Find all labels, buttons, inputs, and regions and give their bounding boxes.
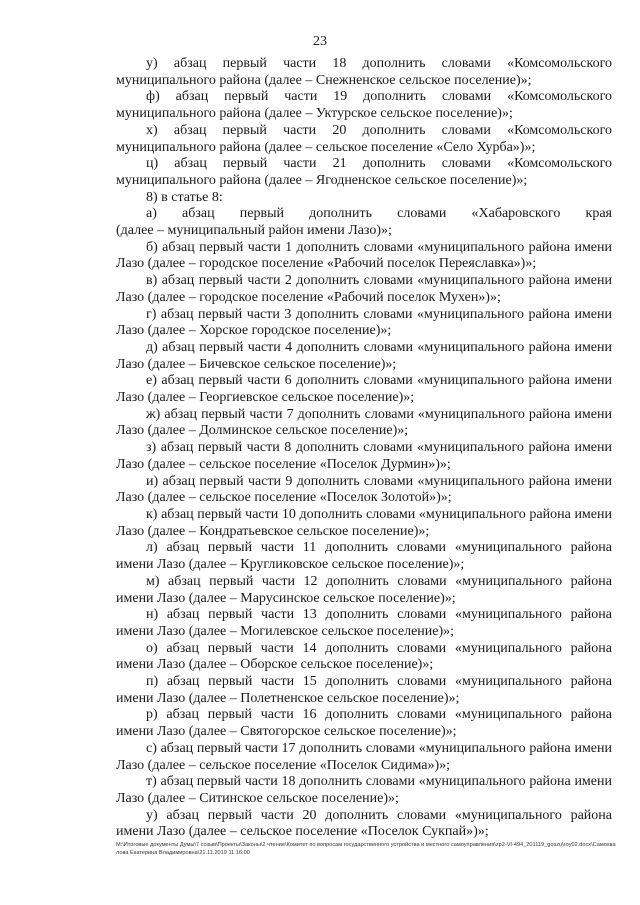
document-body [116,56,612,841]
paragraph-first-line: ж) абзац первый части 7 дополнить словами «муниципального района имени [146,406,612,422]
amendment-paragraph [116,240,612,273]
paragraph-continuation: имени Лазо (далее – Марусинское сельское поселение)»; [116,590,456,606]
paragraph-first-line: з) абзац первый части 8 дополнить словами «муниципального района имени [146,440,612,456]
paragraph-first-line: а) абзац первый дополнить словами «Хабаровского края [146,206,612,222]
paragraph-continuation: муниципального района (далее – Снежненское сельское поселение)»; [116,72,532,88]
paragraph-continuation: имени Лазо (далее – Полетненское сельское поселение)»; [116,690,460,706]
paragraph-first-line: в) абзац первый части 2 дополнить словами «муниципального района имени [146,273,612,289]
amendment-paragraph [116,774,612,807]
paragraph-first-line: п) абзац первый части 15 дополнить словами «муниципального района [146,674,612,690]
paragraph-first-line: о) абзац первый части 14 дополнить словами «муниципального района [146,640,612,656]
amendment-paragraph [116,340,612,373]
paragraph-continuation: Лазо (далее – Георгиевское сельское поселение)»; [116,390,415,406]
amendment-paragraph [116,741,612,774]
paragraph-first-line: б) абзац первый части 1 дополнить словами «муниципального района имени [146,239,612,255]
paragraph-first-line: х) абзац первый части 20 дополнить словами «Комсомольского [146,122,612,138]
amendment-paragraph [116,707,612,740]
amendment-paragraph [116,123,612,156]
amendment-paragraph [116,440,612,473]
paragraph-first-line: к) абзац первый части 10 дополнить словами «муниципального района имени [146,506,612,522]
paragraph-first-line: д) абзац первый части 4 дополнить словами «муниципального района имени [146,339,612,355]
amendment-paragraph [116,206,612,239]
paragraph-continuation: Лазо (далее – сельское поселение «Поселок Золотой»)»; [116,490,452,506]
paragraph-continuation: Лазо (далее – Долминское сельское поселение)»; [116,423,409,439]
paragraph-continuation: имени Лазо (далее – Кругликовское сельское поселение)»; [116,557,465,573]
paragraph-continuation: Лазо (далее – Кондратьевское сельское поселение)»; [116,523,430,539]
paragraph-continuation: муниципального района (далее – сельское поселение «Село Хурба»)»; [116,139,536,155]
amendment-paragraph [116,607,612,640]
article-heading: 8) в статье 8: [146,189,223,205]
page-number: 23 [313,34,327,49]
paragraph-first-line: н) абзац первый части 13 дополнить словами «муниципального района [146,607,612,623]
paragraph-continuation: имени Лазо (далее – Могилевское сельское поселение)»; [116,623,455,639]
paragraph-continuation: муниципального района (далее – Ягодненское сельское поселение)»; [116,172,528,188]
amendment-paragraph [116,373,612,406]
amendment-paragraph [116,507,612,540]
paragraph-first-line: р) абзац первый части 16 дополнить словами «муниципального района [146,707,612,723]
paragraph-first-line: м) абзац первый части 12 дополнить словами «муниципального района [146,573,612,589]
amendment-paragraph [116,641,612,674]
paragraph-first-line: с) абзац первый части 17 дополнить словами «муниципального района имени [146,740,612,756]
paragraph-first-line: у) абзац первый части 18 дополнить словами «Комсомольского [146,56,612,71]
paragraph-continuation: Лазо (далее – Бичевское сельское поселение)»; [116,356,397,372]
paragraph-continuation: Лазо (далее – сельское поселение «Поселок Сидима»)»; [116,757,451,773]
amendment-paragraph [116,273,612,306]
amendment-paragraph [116,89,612,122]
amendment-paragraph [116,156,612,189]
paragraph-group-article-8 [116,206,612,841]
paragraph-continuation: муниципального района (далее – Уктурское сельское поселение)»; [116,106,513,122]
paragraph-continuation: имени Лазо (далее – сельское поселение «Поселок Сукпай»)»; [116,824,489,840]
paragraph-first-line: г) абзац первый части 3 дополнить словами «муниципального района имени [146,306,612,322]
amendment-paragraph [116,540,612,573]
paragraph-first-line: ф) абзац первый части 19 дополнить словами «Комсомольского [146,89,612,105]
paragraph-first-line: е) абзац первый части 6 дополнить словами «муниципального района имени [146,373,612,389]
paragraph-first-line: т) абзац первый части 18 дополнить словами «муниципального района имени [146,774,612,790]
paragraph-continuation: Лазо (далее – городское поселение «Рабочий поселок Переяславка»)»; [116,256,537,272]
paragraph-continuation: Лазо (далее – городское поселение «Рабочий поселок Мухен»)»; [116,289,501,305]
paragraph-continuation: Лазо (далее – сельское поселение «Поселок Дурмин»)»; [116,456,451,472]
amendment-paragraph [116,474,612,507]
paragraph-first-line: и) абзац первый части 9 дополнить словами «муниципального района имени [146,473,612,489]
paragraph-first-line: ц) абзац первый части 21 дополнить словами «Комсомольского [146,156,612,172]
amendment-paragraph [116,56,612,89]
paragraph-first-line: л) абзац первый части 11 дополнить словами «муниципального района [146,540,612,556]
amendment-paragraph [116,674,612,707]
amendment-paragraph [116,407,612,440]
amendment-paragraph [116,574,612,607]
file-path-footer: M:\Итоговые документы Думы\7 созыв\Проекты\Законы\2 чтение\Комитет по вопросам государственного устройства и местного самоуправления\zp2-VI-494_201119_goszu\roy02.docx\Самохвалова Екатерина Владимировна\21.11.2019 11:16:00 [116,842,616,856]
paragraph-continuation: имени Лазо (далее – Святогорское сельское поселение)»; [116,724,457,740]
paragraph-group-article-7 [116,56,612,190]
paragraph-continuation: имени Лазо (далее – Оборское сельское поселение)»; [116,657,434,673]
paragraph-continuation: Лазо (далее – Ситинское сельское поселение)»; [116,790,399,806]
amendment-paragraph [116,808,612,841]
amendment-paragraph [116,307,612,340]
paragraph-continuation: Лазо (далее – Хорское городское поселение)»; [116,323,392,339]
paragraph-first-line: у) абзац первый части 20 дополнить словами «муниципального района [146,807,612,823]
paragraph-continuation: (далее – муниципальный район имени Лазо)»; [116,223,392,239]
